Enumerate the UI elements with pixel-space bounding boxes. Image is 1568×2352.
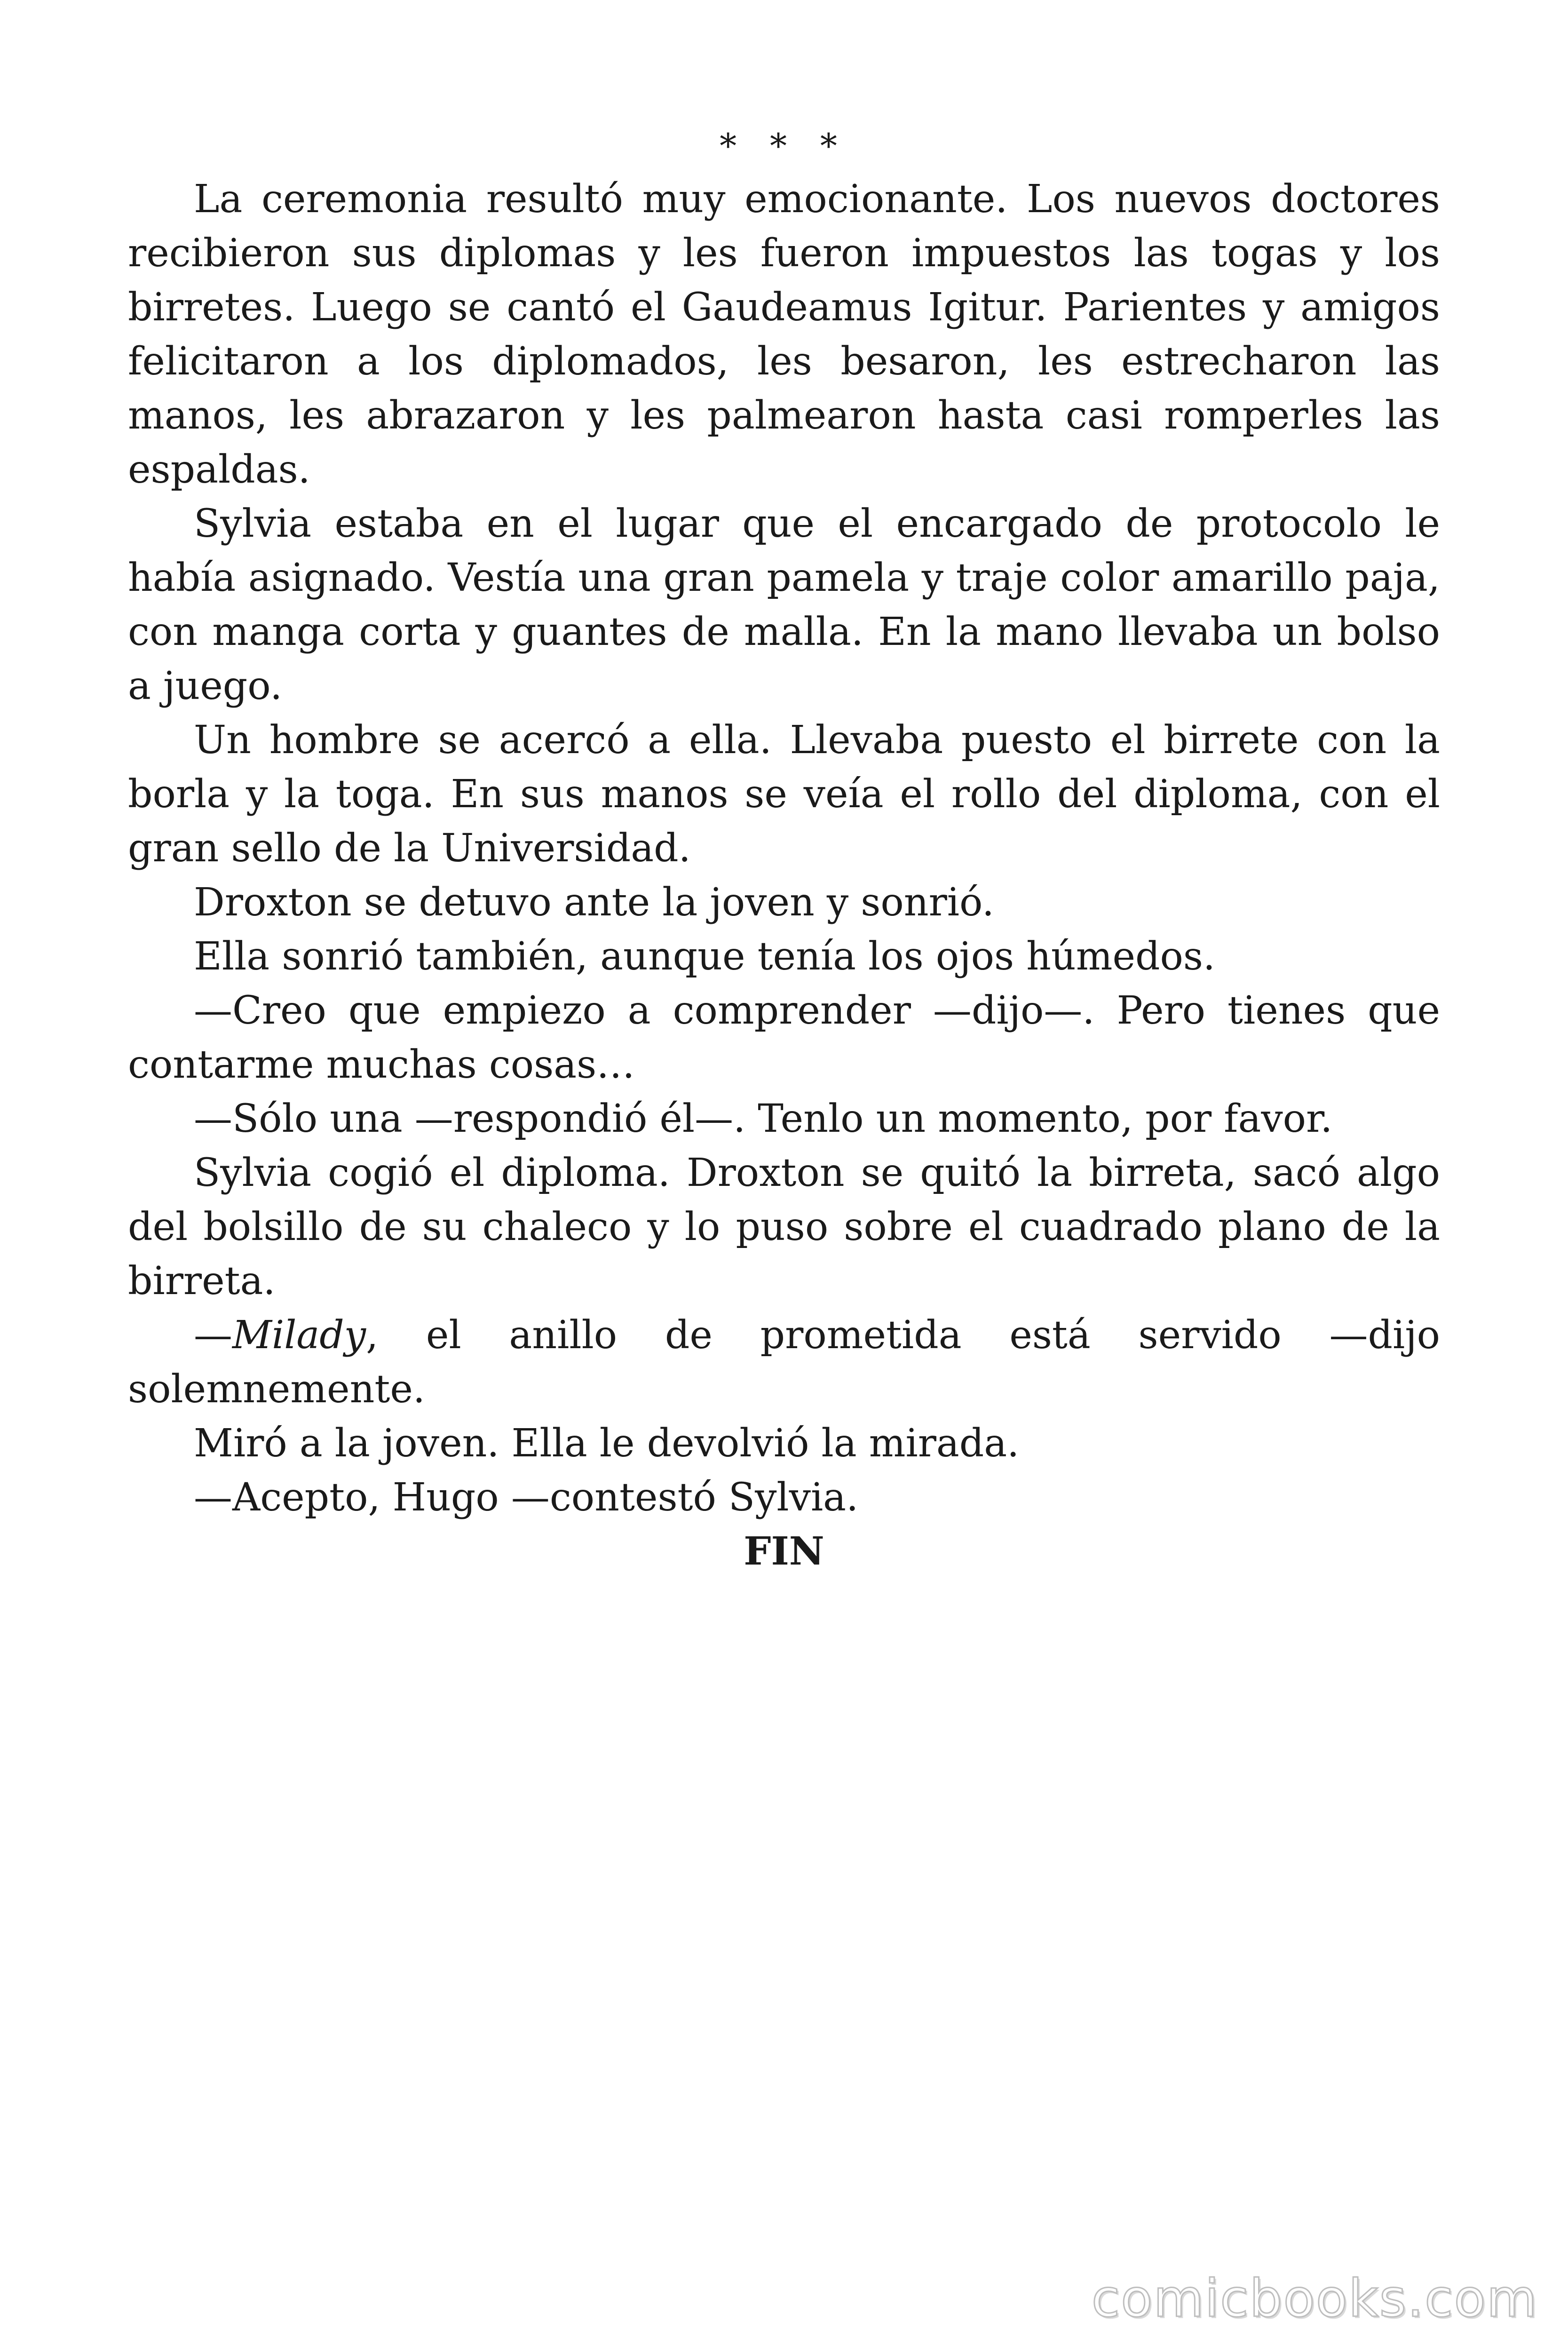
paragraph: Sylvia cogió el diploma. Droxton se quitó la birreta, sacó algo del bolsillo de su chaleco y lo puso sobre el cuadrado plano de la birreta. xyxy=(128,1151,1440,1303)
paragraph: —Sólo una —respondió él—. Tenlo un momento, por favor. xyxy=(194,1097,1333,1141)
book-page xyxy=(128,122,1440,1579)
dialogue-dash: — xyxy=(194,1313,232,1358)
section-separator: * * * xyxy=(720,126,848,166)
paragraph: —Acepto, Hugo —contestó Sylvia. xyxy=(194,1475,859,1520)
paragraph: Un hombre se acercó a ella. Llevaba puesto el birrete con la borla y la toga. En sus manos se veía el rollo del diploma, con el gran sello de la Universidad. xyxy=(128,718,1440,871)
paragraph: Droxton se detuvo ante la joven y sonrió. xyxy=(194,880,994,925)
paragraph: Sylvia estaba en el lugar que el encargado de protocolo le había asignado. Vestía una gran pamela y traje color amarillo paja, con manga corta y guantes de malla. En la mano llevaba un bolso a juego. xyxy=(128,501,1440,708)
dialogue-rest: , el anillo de prometida está servido —dijo solemnemente. xyxy=(128,1313,1440,1412)
italic-milady: Milady xyxy=(232,1313,366,1358)
paragraph-milady xyxy=(128,1308,1440,1416)
paragraph: Ella sonrió también, aunque tenía los ojos húmedos. xyxy=(194,934,1215,979)
paragraph: Miró a la joven. Ella le devolvió la mirada. xyxy=(194,1421,1020,1466)
paragraph: —Creo que empiezo a comprender —dijo—. Pero tienes que contarme muchas cosas… xyxy=(128,988,1440,1087)
watermark-logo: comicbooks.com xyxy=(1091,2268,1538,2328)
end-marker: FIN xyxy=(744,1529,824,1574)
paragraph: La ceremonia resultó muy emocionante. Los nuevos doctores recibieron sus diplomas y les fueron impuestos las togas y los birretes. Luego se cantó el Gaudeamus Igitur. Parientes y amigos felicitaron a los diplomados, les besaron, les estrecharon las manos, les abrazaron y les palmearon hasta casi romperles las espaldas. xyxy=(128,177,1440,492)
